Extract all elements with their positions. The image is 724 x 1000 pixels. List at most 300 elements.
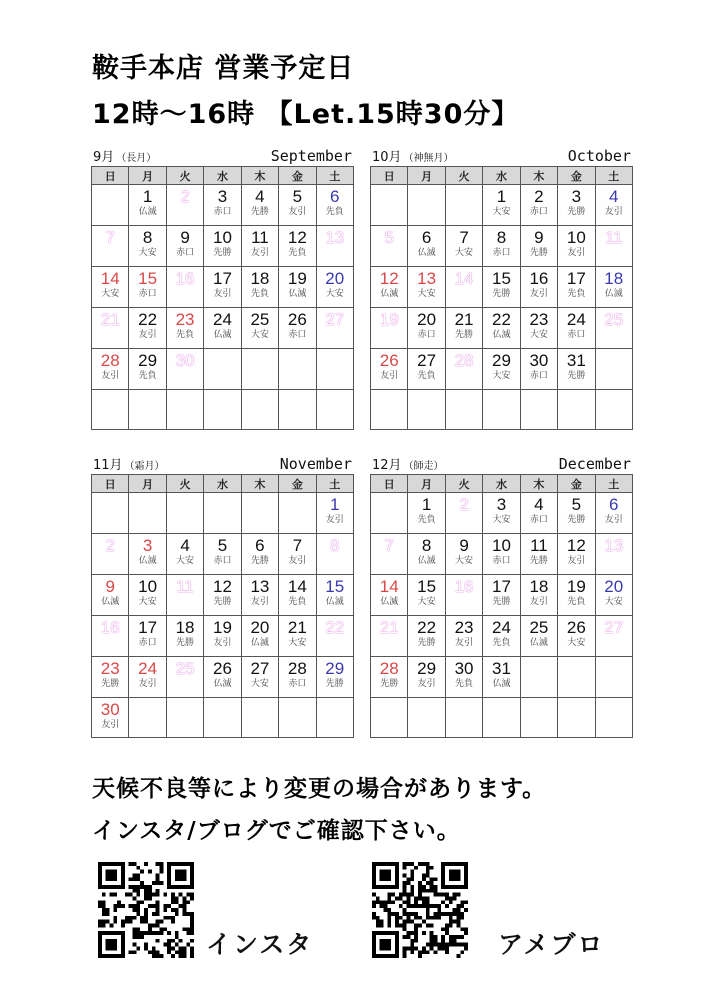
rokuyo-label: 先負 xyxy=(604,248,623,258)
day-number: 13 xyxy=(417,269,437,288)
rokuyo-label: 大安 xyxy=(101,638,120,648)
day-number: 9 xyxy=(180,228,190,247)
calendar-week-row xyxy=(92,534,354,575)
day-number: 16 xyxy=(454,577,474,596)
day-cell xyxy=(316,657,353,698)
day-cell xyxy=(241,226,278,267)
weekday-header: 日 xyxy=(371,475,408,493)
empty-day-cell xyxy=(279,390,316,430)
day-cell xyxy=(204,308,241,349)
rokuyo-label: 赤口 xyxy=(529,207,548,217)
rokuyo-label: 友引 xyxy=(604,207,623,217)
day-cell xyxy=(483,308,520,349)
month-calendar-november xyxy=(91,454,354,738)
day-number: 4 xyxy=(180,536,190,555)
day-cell xyxy=(92,349,129,390)
weekday-header: 日 xyxy=(92,475,129,493)
rokuyo-label: 赤口 xyxy=(529,515,548,525)
weekday-header: 月 xyxy=(408,475,445,493)
qr-label-ameblo: アメブロ xyxy=(498,930,605,959)
day-cell xyxy=(483,185,520,226)
rokuyo-label: 先負 xyxy=(250,289,269,299)
rokuyo-label: 先勝 xyxy=(417,638,436,648)
rokuyo-label: 先勝 xyxy=(529,248,548,258)
day-number: 23 xyxy=(454,618,474,637)
month-label xyxy=(372,454,444,473)
rokuyo-label: 仏滅 xyxy=(138,207,157,217)
empty-day-cell xyxy=(520,657,557,698)
rokuyo-label: 仏滅 xyxy=(213,330,232,340)
day-number: 26 xyxy=(213,659,232,678)
day-number: 18 xyxy=(604,269,624,288)
rokuyo-label: 大安 xyxy=(492,371,511,381)
day-cell xyxy=(483,534,520,575)
rokuyo-label: 先負 xyxy=(455,679,474,689)
calendar-week-row xyxy=(371,698,633,738)
empty-day-cell xyxy=(241,349,278,390)
day-number: 23 xyxy=(529,310,549,329)
business-day-cell xyxy=(316,308,353,349)
rokuyo-label: 友引 xyxy=(288,556,307,566)
day-cell xyxy=(558,308,595,349)
weekday-header: 土 xyxy=(595,167,632,185)
rokuyo-label: 先負 xyxy=(288,597,307,607)
day-number: 19 xyxy=(379,310,399,329)
business-day-cell xyxy=(445,575,482,616)
rokuyo-label: 仏滅 xyxy=(138,556,157,566)
calendar-week-row xyxy=(92,349,354,390)
day-number: 28 xyxy=(287,659,307,678)
day-cell xyxy=(166,616,203,657)
rokuyo-label: 仏滅 xyxy=(492,330,511,340)
rokuyo-label: 先勝 xyxy=(380,679,399,689)
rokuyo-label: 赤口 xyxy=(380,638,399,648)
weekday-header: 金 xyxy=(279,475,316,493)
business-day-cell xyxy=(166,575,203,616)
empty-day-cell xyxy=(558,657,595,698)
rokuyo-label: 友引 xyxy=(529,289,548,299)
rokuyo-label: 友引 xyxy=(380,371,399,381)
rokuyo-label: 仏滅 xyxy=(325,597,344,607)
day-number: 19 xyxy=(566,577,586,596)
day-number: 2 xyxy=(180,187,190,206)
business-day-cell xyxy=(445,349,482,390)
day-number: 19 xyxy=(213,618,232,637)
month-en-name: November xyxy=(279,455,352,473)
calendar-week-row xyxy=(371,226,633,267)
day-number: 9 xyxy=(105,577,115,596)
rokuyo-label: 仏滅 xyxy=(380,289,399,299)
day-number: 14 xyxy=(100,269,120,288)
day-cell xyxy=(408,534,445,575)
day-number: 6 xyxy=(609,495,619,514)
rokuyo-label: 赤口 xyxy=(138,638,157,648)
day-number: 6 xyxy=(255,536,265,555)
empty-day-cell xyxy=(279,698,316,738)
rokuyo-label: 友引 xyxy=(138,679,157,689)
calendar-week-row xyxy=(371,493,633,534)
business-day-cell xyxy=(166,657,203,698)
day-number: 25 xyxy=(529,618,549,637)
day-number: 29 xyxy=(417,659,437,678)
day-number: 31 xyxy=(492,659,511,678)
day-number: 9 xyxy=(459,536,469,555)
empty-day-cell xyxy=(92,390,129,430)
day-cell xyxy=(92,657,129,698)
day-number: 21 xyxy=(379,618,399,637)
day-number: 31 xyxy=(566,351,586,370)
day-number: 28 xyxy=(379,659,399,678)
rokuyo-label: 先勝 xyxy=(176,638,195,648)
rokuyo-label: 友引 xyxy=(250,248,269,258)
month-number: 10月 xyxy=(372,150,402,165)
rokuyo-label: 友引 xyxy=(325,515,344,525)
day-cell xyxy=(166,308,203,349)
weekday-header: 木 xyxy=(241,475,278,493)
rokuyo-label: 赤口 xyxy=(176,597,195,607)
calendar-grid xyxy=(91,474,354,738)
rokuyo-label: 赤口 xyxy=(138,289,157,299)
qr-label-instagram: インスタ xyxy=(206,930,314,959)
day-number: 20 xyxy=(604,577,624,596)
rokuyo-label: 赤口 xyxy=(288,330,307,340)
day-cell xyxy=(279,657,316,698)
rokuyo-label: 大安 xyxy=(492,515,511,525)
day-cell xyxy=(558,493,595,534)
calendar-week-row xyxy=(92,698,354,738)
day-cell xyxy=(520,185,557,226)
rokuyo-label: 大安 xyxy=(380,330,399,340)
day-number: 14 xyxy=(454,269,474,288)
empty-day-cell xyxy=(279,349,316,390)
day-number: 29 xyxy=(325,659,345,678)
weekday-header: 木 xyxy=(520,475,557,493)
day-cell xyxy=(129,349,166,390)
business-day-cell xyxy=(316,534,353,575)
empty-day-cell xyxy=(166,698,203,738)
rokuyo-label: 先勝 xyxy=(101,679,120,689)
rokuyo-label: 先勝 xyxy=(529,556,548,566)
empty-day-cell xyxy=(204,698,241,738)
empty-day-cell xyxy=(279,493,316,534)
day-cell xyxy=(316,493,353,534)
empty-day-cell xyxy=(166,493,203,534)
rokuyo-label: 先負 xyxy=(417,515,436,525)
day-cell xyxy=(129,267,166,308)
day-number: 12 xyxy=(379,269,399,288)
rokuyo-label: 赤口 xyxy=(604,638,623,648)
day-number: 5 xyxy=(292,187,303,206)
rokuyo-label: 赤口 xyxy=(529,371,548,381)
rokuyo-label: 大安 xyxy=(176,207,195,217)
business-day-cell xyxy=(371,534,408,575)
month-en-name: September xyxy=(270,147,352,165)
rokuyo-label: 大安 xyxy=(455,556,474,566)
day-number: 30 xyxy=(175,351,195,370)
day-cell xyxy=(129,616,166,657)
empty-day-cell xyxy=(483,698,520,738)
rokuyo-label: 先負 xyxy=(567,597,586,607)
day-number: 18 xyxy=(529,577,549,596)
day-cell xyxy=(371,575,408,616)
rokuyo-label: 友引 xyxy=(604,515,623,525)
calendar-week-row xyxy=(371,267,633,308)
empty-day-cell xyxy=(316,698,353,738)
day-cell xyxy=(129,657,166,698)
day-number: 17 xyxy=(213,269,232,288)
day-number: 29 xyxy=(492,351,511,370)
day-number: 18 xyxy=(175,618,195,637)
empty-day-cell xyxy=(92,185,129,226)
day-number: 5 xyxy=(217,536,228,555)
rokuyo-label: 大安 xyxy=(417,597,436,607)
day-cell xyxy=(445,657,482,698)
qr-code-icon[interactable] xyxy=(98,862,194,958)
weekday-header: 月 xyxy=(408,167,445,185)
rokuyo-label: 赤口 xyxy=(288,679,307,689)
rokuyo-label: 仏滅 xyxy=(213,679,232,689)
rokuyo-label: 先負 xyxy=(492,638,511,648)
rokuyo-label: 赤口 xyxy=(492,248,511,258)
empty-day-cell xyxy=(92,493,129,534)
qr-code-icon[interactable] xyxy=(372,862,468,958)
rokuyo-label: 先負 xyxy=(101,556,120,566)
day-cell xyxy=(558,267,595,308)
empty-day-cell xyxy=(204,493,241,534)
rokuyo-label: 先勝 xyxy=(567,207,586,217)
day-number: 21 xyxy=(287,618,307,637)
day-cell xyxy=(129,534,166,575)
empty-day-cell xyxy=(371,390,408,430)
day-number: 17 xyxy=(492,577,511,596)
day-number: 11 xyxy=(604,228,623,247)
rokuyo-label: 大安 xyxy=(455,248,474,258)
rokuyo-label: 大安 xyxy=(138,597,157,607)
day-cell xyxy=(595,493,632,534)
empty-day-cell xyxy=(408,390,445,430)
day-number: 24 xyxy=(138,659,158,678)
day-number: 9 xyxy=(534,228,544,247)
rokuyo-label: 先負 xyxy=(325,207,344,217)
rokuyo-label: 先負 xyxy=(380,248,399,258)
day-number: 14 xyxy=(379,577,399,596)
rokuyo-label: 仏滅 xyxy=(101,248,120,258)
day-cell xyxy=(241,308,278,349)
rokuyo-label: 先負 xyxy=(417,371,436,381)
calendar-week-row xyxy=(371,390,633,430)
weekday-header: 木 xyxy=(520,167,557,185)
month-jp-name: （師走） xyxy=(403,461,444,472)
day-cell xyxy=(483,267,520,308)
weekday-header: 木 xyxy=(241,167,278,185)
day-cell xyxy=(129,575,166,616)
day-number: 17 xyxy=(138,618,158,637)
weekday-header: 金 xyxy=(558,167,595,185)
day-number: 30 xyxy=(454,659,474,678)
day-cell xyxy=(520,575,557,616)
weekday-header-row xyxy=(371,167,633,185)
day-number: 21 xyxy=(454,310,474,329)
calendar-week-row xyxy=(371,657,633,698)
rokuyo-label: 大安 xyxy=(250,679,269,689)
rokuyo-label: 赤口 xyxy=(492,556,511,566)
weekday-header: 土 xyxy=(595,475,632,493)
business-day-cell xyxy=(92,226,129,267)
page-title: 鞍手本店 営業予定日 xyxy=(92,53,355,84)
day-number: 27 xyxy=(250,659,270,678)
weekday-header: 土 xyxy=(316,167,353,185)
day-number: 6 xyxy=(421,228,432,247)
day-cell xyxy=(241,657,278,698)
day-cell xyxy=(520,349,557,390)
day-cell xyxy=(445,308,482,349)
rokuyo-label: 先勝 xyxy=(176,289,195,299)
day-cell xyxy=(129,308,166,349)
day-number: 10 xyxy=(566,228,586,247)
weekday-header: 月 xyxy=(129,475,166,493)
day-number: 25 xyxy=(250,310,270,329)
business-day-cell xyxy=(371,226,408,267)
rokuyo-label: 友引 xyxy=(455,638,474,648)
day-cell xyxy=(241,267,278,308)
business-day-cell xyxy=(595,534,632,575)
weekday-header: 月 xyxy=(129,167,166,185)
day-number: 17 xyxy=(566,269,586,288)
day-number: 30 xyxy=(100,700,120,719)
day-number: 25 xyxy=(604,310,624,329)
rokuyo-label: 仏滅 xyxy=(176,371,195,381)
empty-day-cell xyxy=(445,390,482,430)
business-day-cell xyxy=(445,493,482,534)
day-number: 4 xyxy=(255,187,265,206)
rokuyo-label: 先負 xyxy=(604,556,623,566)
rokuyo-label: 仏滅 xyxy=(250,638,269,648)
day-cell xyxy=(445,534,482,575)
day-number: 6 xyxy=(330,187,340,206)
rokuyo-label: 先勝 xyxy=(325,330,344,340)
rokuyo-label: 仏滅 xyxy=(101,597,120,607)
business-day-cell xyxy=(595,226,632,267)
day-number: 8 xyxy=(330,536,340,555)
weekday-header: 金 xyxy=(279,167,316,185)
business-day-cell xyxy=(166,349,203,390)
month-header xyxy=(370,146,633,166)
calendar-week-row xyxy=(92,657,354,698)
rokuyo-label: 仏滅 xyxy=(325,248,344,258)
rokuyo-label: 先勝 xyxy=(604,330,623,340)
day-cell xyxy=(483,575,520,616)
empty-day-cell xyxy=(241,493,278,534)
calendar-week-row xyxy=(92,390,354,430)
day-cell xyxy=(129,226,166,267)
rokuyo-label: 先負 xyxy=(138,371,157,381)
rokuyo-label: 先勝 xyxy=(455,330,474,340)
day-number: 12 xyxy=(566,536,586,555)
day-cell xyxy=(204,534,241,575)
empty-day-cell xyxy=(316,349,353,390)
day-cell xyxy=(204,185,241,226)
day-cell xyxy=(241,185,278,226)
calendar-grid xyxy=(370,166,633,430)
rokuyo-label: 仏滅 xyxy=(455,371,474,381)
business-day-cell xyxy=(92,308,129,349)
empty-day-cell xyxy=(558,698,595,738)
business-day-cell xyxy=(445,267,482,308)
weekday-header-row xyxy=(371,475,633,493)
month-header xyxy=(91,146,354,166)
empty-day-cell xyxy=(595,698,632,738)
rokuyo-label: 先勝 xyxy=(492,289,511,299)
rokuyo-label: 先負 xyxy=(176,330,195,340)
rokuyo-label: 仏滅 xyxy=(529,638,548,648)
day-cell xyxy=(408,308,445,349)
calendar-week-row xyxy=(92,308,354,349)
day-number: 10 xyxy=(138,577,158,596)
empty-day-cell xyxy=(558,390,595,430)
day-number: 4 xyxy=(609,187,619,206)
day-number: 19 xyxy=(287,269,307,288)
day-number: 3 xyxy=(571,187,582,206)
day-cell xyxy=(204,226,241,267)
day-cell xyxy=(445,226,482,267)
calendar-grid xyxy=(370,474,633,738)
weekday-header: 水 xyxy=(204,475,241,493)
weekday-header: 火 xyxy=(166,167,203,185)
month-label xyxy=(93,146,156,165)
rokuyo-label: 仏滅 xyxy=(604,289,623,299)
day-number: 11 xyxy=(530,536,548,555)
rokuyo-label: 赤口 xyxy=(455,597,474,607)
rokuyo-label: 赤口 xyxy=(213,207,232,217)
month-en-name: December xyxy=(558,455,631,473)
rokuyo-label: 大安 xyxy=(417,289,436,299)
calendar-week-row xyxy=(92,267,354,308)
day-number: 5 xyxy=(384,228,394,247)
day-number: 26 xyxy=(566,618,586,637)
day-cell xyxy=(92,698,129,738)
rokuyo-label: 友引 xyxy=(250,597,269,607)
calendar-week-row xyxy=(371,534,633,575)
empty-day-cell xyxy=(520,390,557,430)
day-number: 28 xyxy=(100,351,120,370)
month-en-name: October xyxy=(567,147,631,165)
month-number: 9月 xyxy=(93,150,115,165)
month-calendar-october xyxy=(370,146,633,430)
day-number: 16 xyxy=(175,269,195,288)
rokuyo-label: 先負 xyxy=(567,289,586,299)
day-number: 28 xyxy=(454,351,474,370)
day-cell xyxy=(520,493,557,534)
day-number: 30 xyxy=(529,351,549,370)
day-number: 16 xyxy=(529,269,549,288)
day-number: 7 xyxy=(384,536,394,555)
day-number: 13 xyxy=(325,228,345,247)
calendar-week-row xyxy=(92,185,354,226)
day-number: 26 xyxy=(287,310,307,329)
empty-day-cell xyxy=(371,493,408,534)
day-number: 13 xyxy=(604,536,624,555)
day-cell xyxy=(595,267,632,308)
day-number: 8 xyxy=(142,228,153,247)
day-cell xyxy=(279,226,316,267)
day-number: 24 xyxy=(566,310,586,329)
calendar-week-row xyxy=(371,616,633,657)
empty-day-cell xyxy=(445,185,482,226)
day-number: 20 xyxy=(250,618,270,637)
rokuyo-label: 赤口 xyxy=(567,330,586,340)
month-header xyxy=(370,454,633,474)
day-number: 2 xyxy=(105,536,115,555)
